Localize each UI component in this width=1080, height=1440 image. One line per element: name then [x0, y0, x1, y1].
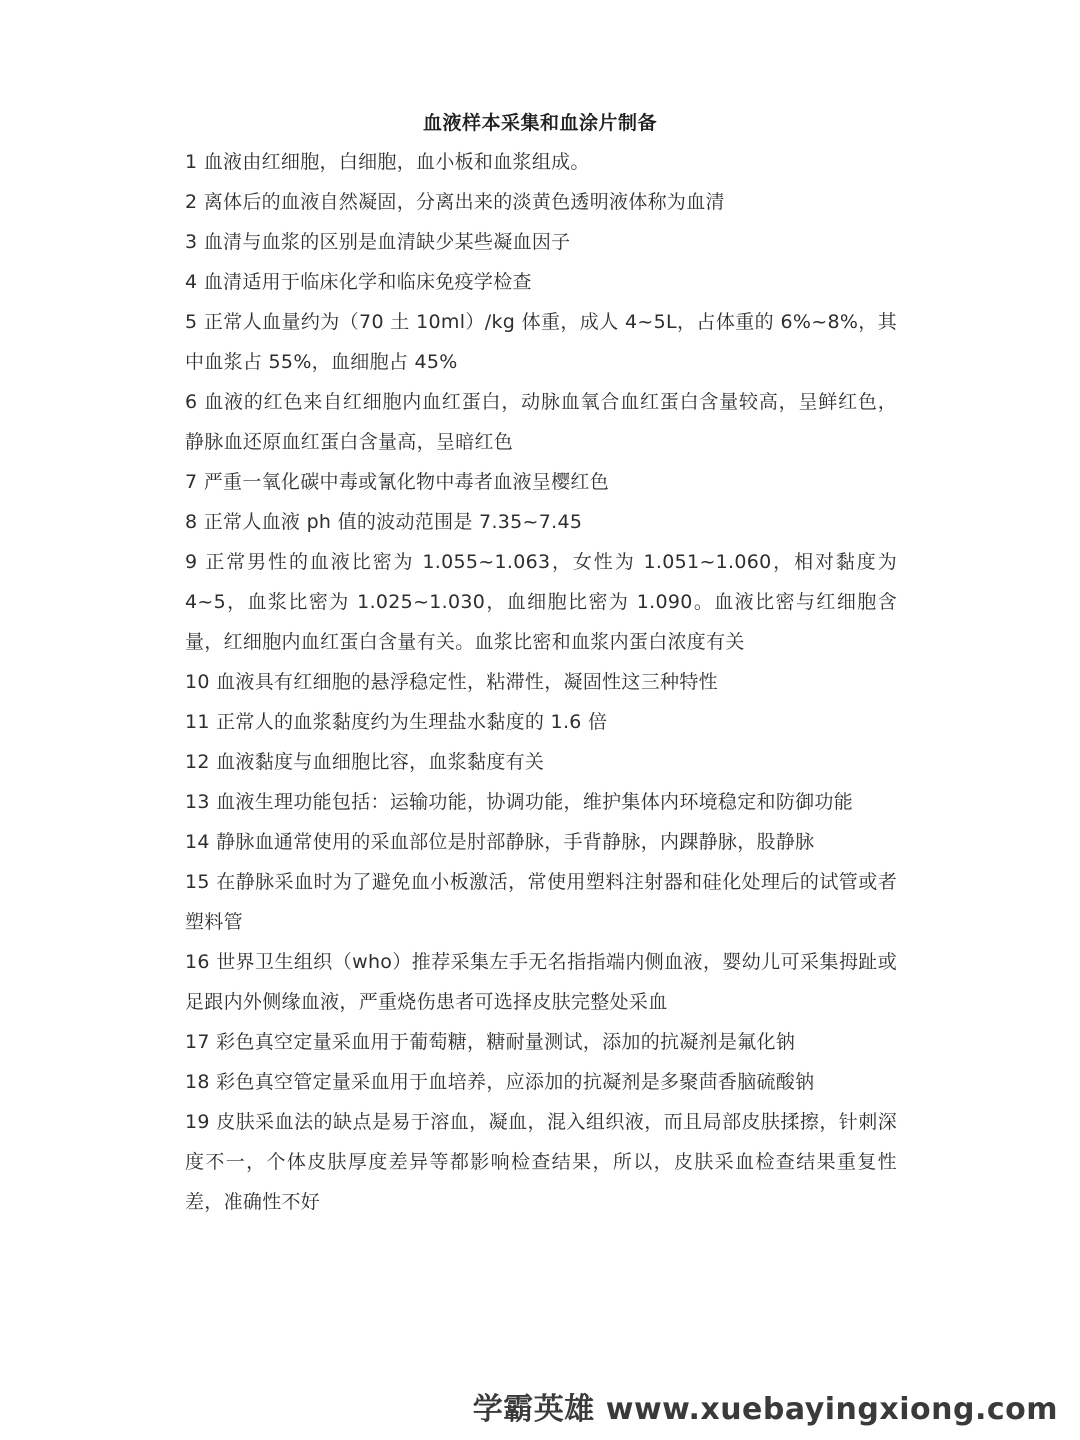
list-item: 5 正常人血量约为（70 土 10ml）/kg 体重，成人 4~5L，占体重的 6%~8%，其中血浆占 55%，血细胞占 45% — [185, 311, 897, 373]
list-item: 9 正常男性的血液比密为 1.055~1.063，女性为 1.051~1.060，相对黏度为 4~5，血浆比密为 1.025~1.030，血细胞比密为 1.090。血液比密与红细胞含量，红细胞内血红蛋白含量有关。血浆比密和血浆内蛋白浓度有关 — [185, 551, 897, 653]
list-item: 2 离体后的血液自然凝固，分离出来的淡黄色透明液体称为血清 — [185, 191, 725, 213]
list-item: 19 皮肤采血法的缺点是易于溶血，凝血，混入组织液，而且局部皮肤揉擦，针刺深度不一，个体皮肤厚度差异等都影响检查结果，所以，皮肤采血检查结果重复性差，准确性不好 — [185, 1111, 897, 1213]
list-item: 14 静脉血通常使用的采血部位是肘部静脉，手背静脉，内踝静脉，股静脉 — [185, 831, 815, 853]
list-item: 3 血清与血浆的区别是血清缺少某些凝血因子 — [185, 231, 571, 253]
site-watermark: 学霸英雄 www.xuebayingxiong.com — [472, 1392, 1058, 1427]
list-item: 10 血液具有红细胞的悬浮稳定性，粘滞性，凝固性这三种特性 — [185, 671, 718, 693]
list-item: 6 血液的红色来自红细胞内血红蛋白，动脉血氧合血红蛋白含量较高，呈鲜红色，静脉血还原血红蛋白含量高，呈暗红色 — [185, 391, 897, 453]
list-item: 11 正常人的血浆黏度约为生理盐水黏度的 1.6 倍 — [185, 711, 608, 733]
list-item: 4 血清适用于临床化学和临床免疫学检查 — [185, 271, 532, 293]
list-item: 7 严重一氧化碳中毒或氰化物中毒者血液呈樱红色 — [185, 471, 610, 493]
list-item: 1 血液由红细胞，白细胞，血小板和血浆组成。 — [185, 151, 590, 173]
list-item: 15 在静脉采血时为了避免血小板激活，常使用塑料注射器和硅化处理后的试管或者塑料管 — [185, 871, 897, 933]
list-item: 12 血液黏度与血细胞比容，血浆黏度有关 — [185, 751, 545, 773]
document-title: 血液样本采集和血涂片制备 — [422, 112, 657, 134]
list-item: 17 彩色真空定量采血用于葡萄糖，糖耐量测试，添加的抗凝剂是氟化钠 — [185, 1031, 796, 1053]
list-item: 18 彩色真空管定量采血用于血培养，应添加的抗凝剂是多聚茴香脑硫酸钠 — [185, 1071, 815, 1093]
list-item: 13 血液生理功能包括：运输功能，协调功能，维护集体内环境稳定和防御功能 — [185, 791, 854, 813]
list-item: 16 世界卫生组织（who）推荐采集左手无名指指端内侧血液，婴幼儿可采集拇趾或足跟内外侧缘血液，严重烧伤患者可选择皮肤完整处采血 — [185, 951, 897, 1013]
list-item: 8 正常人血液 ph 值的波动范围是 7.35~7.45 — [185, 511, 583, 533]
document-body — [185, 142, 897, 1222]
